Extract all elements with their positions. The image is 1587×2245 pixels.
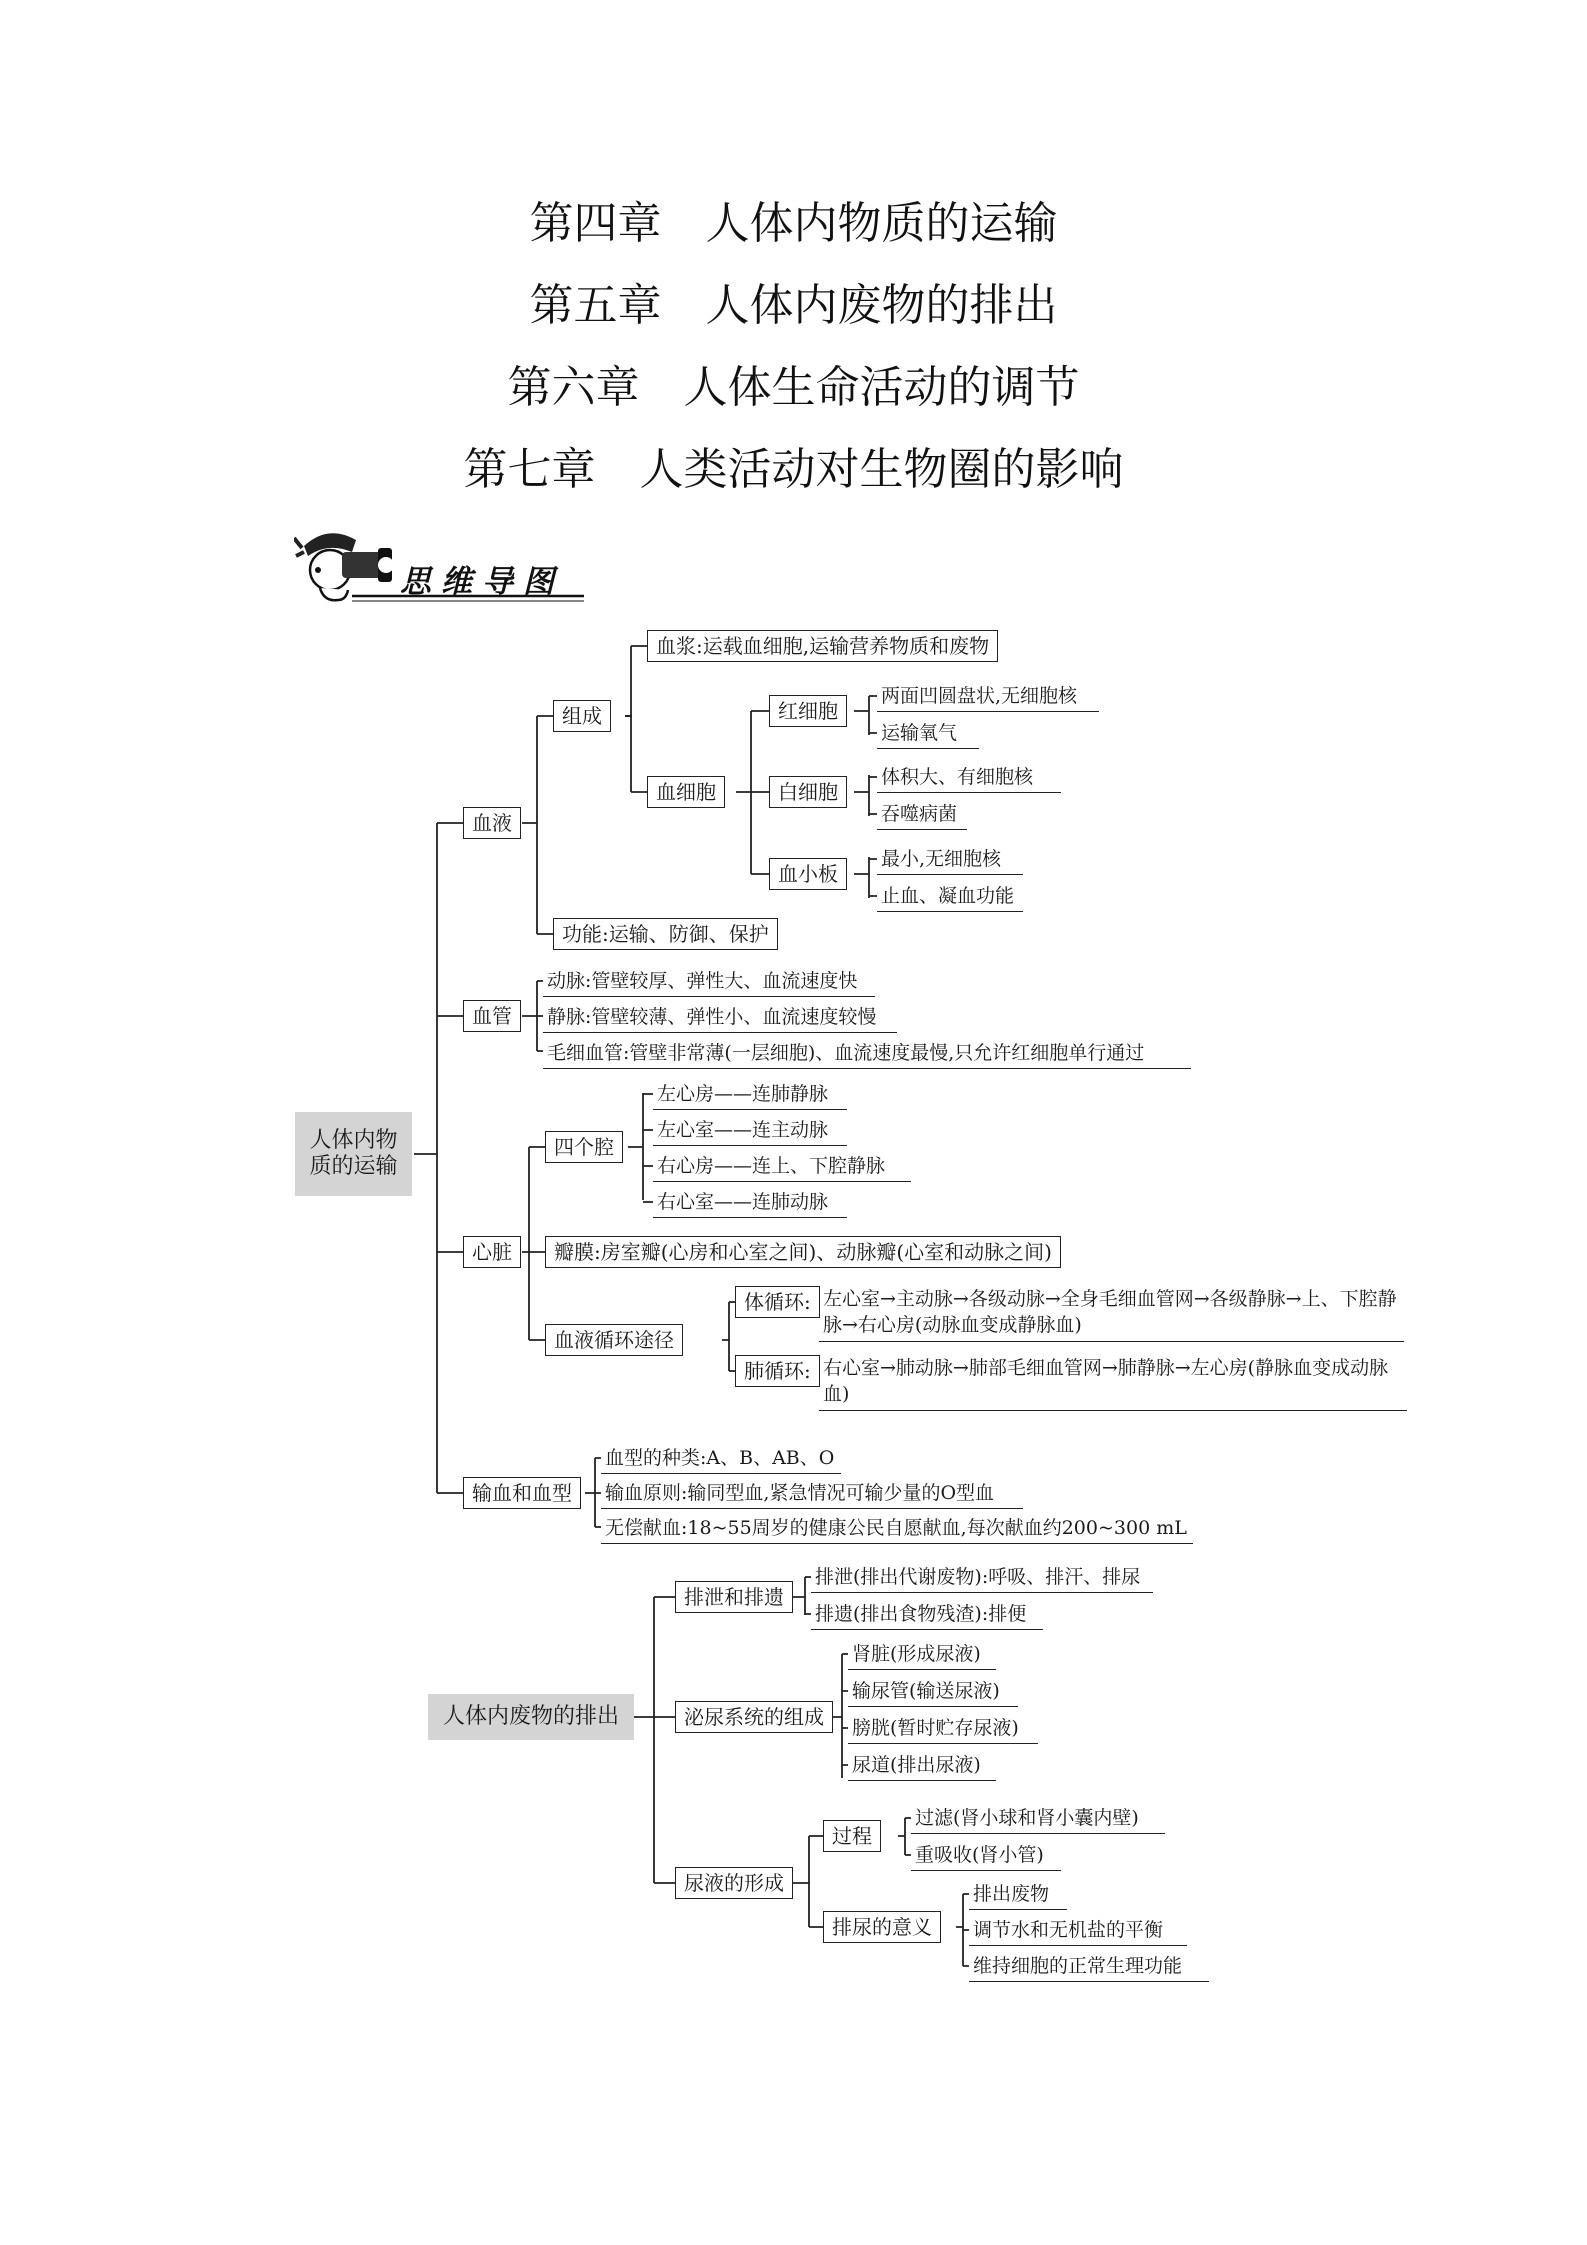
leaf-wbc-shape: 体积大、有细胞核 bbox=[877, 763, 1061, 793]
leaf-wbc-function: 吞噬病菌 bbox=[877, 800, 967, 830]
leaf-blood-donation: 无偿献血:18~55周岁的健康公民自愿献血,每次献血约200~300 mL bbox=[601, 1514, 1193, 1544]
leaf-reabsorption: 重吸收(肾小管) bbox=[911, 1841, 1061, 1871]
node-process: 过程 bbox=[823, 1820, 881, 1852]
node-heart: 心脏 bbox=[463, 1236, 521, 1268]
leaf-left-ventricle: 左心室——连主动脉 bbox=[653, 1116, 847, 1146]
leaf-excretion: 排泄(排出代谢废物):呼吸、排汗、排尿 bbox=[811, 1563, 1153, 1593]
leaf-egestion: 排遗(排出食物残渣):排便 bbox=[811, 1600, 1043, 1630]
node-plasma: 血浆:运载血细胞,运输营养物质和废物 bbox=[647, 630, 998, 662]
node-platelet: 血小板 bbox=[769, 858, 847, 890]
leaf-urethra: 尿道(排出尿液) bbox=[848, 1751, 996, 1781]
leaf-platelet-function: 止血、凝血功能 bbox=[877, 882, 1023, 912]
node-transfusion: 输血和血型 bbox=[463, 1477, 581, 1509]
leaf-right-atrium: 右心房——连上、下腔静脉 bbox=[653, 1152, 911, 1182]
leaf-bladder: 膀胱(暂时贮存尿液) bbox=[848, 1714, 1038, 1744]
leaf-vein: 静脉:管壁较薄、弹性小、血流速度较慢 bbox=[543, 1003, 897, 1033]
leaf-platelet-shape: 最小,无细胞核 bbox=[877, 845, 1023, 875]
leaf-pulmonary-path: 右心室→肺动脉→肺部毛细血管网→肺静脉→左心房(静脉血变成动脉血) bbox=[819, 1353, 1407, 1411]
leaf-filtration: 过滤(肾小球和肾小囊内壁) bbox=[911, 1804, 1165, 1834]
leaf-capillary: 毛细血管:管壁非常薄(一层细胞)、血流速度最慢,只允许红细胞单行通过 bbox=[543, 1039, 1191, 1069]
root-node-transport: 人体内物质的运输 bbox=[295, 1112, 412, 1196]
node-vessels: 血管 bbox=[463, 1000, 521, 1032]
chapter-title-5: 第五章 人体内废物的排出 bbox=[529, 280, 1058, 331]
leaf-rbc-function: 运输氧气 bbox=[877, 719, 979, 749]
chapter-title-7: 第七章 人类活动对生物圈的影响 bbox=[463, 444, 1124, 495]
leaf-remove-waste: 排出废物 bbox=[969, 1880, 1067, 1910]
leaf-right-ventricle: 右心室——连肺动脉 bbox=[653, 1188, 847, 1218]
leaf-systemic-path: 左心室→主动脉→各级动脉→全身毛细血管网→各级静脉→上、下腔静脉→右心房(动脉血变成静脉血) bbox=[819, 1284, 1404, 1342]
node-rbc: 红细胞 bbox=[769, 695, 847, 727]
node-blood-function: 功能:运输、防御、保护 bbox=[553, 918, 778, 950]
section-badge-title: 思维导图 bbox=[400, 564, 564, 600]
leaf-kidney: 肾脏(形成尿液) bbox=[848, 1640, 996, 1670]
node-excretion-egestion: 排泄和排遗 bbox=[675, 1581, 793, 1613]
node-systemic: 体循环: bbox=[735, 1286, 820, 1318]
node-wbc: 白细胞 bbox=[769, 776, 847, 808]
leaf-rbc-shape: 两面凹圆盘状,无细胞核 bbox=[877, 682, 1099, 712]
leaf-blood-types: 血型的种类:A、B、AB、O bbox=[601, 1444, 841, 1474]
node-blood: 血液 bbox=[463, 807, 521, 839]
node-circulation: 血液循环途径 bbox=[545, 1324, 683, 1356]
root-node-excretion: 人体内废物的排出 bbox=[428, 1694, 634, 1740]
node-pulmonary: 肺循环: bbox=[735, 1355, 820, 1387]
node-valves: 瓣膜:房室瓣(心房和心室之间)、动脉瓣(心室和动脉之间) bbox=[545, 1236, 1061, 1268]
leaf-water-salt-balance: 调节水和无机盐的平衡 bbox=[969, 1916, 1187, 1946]
node-four-chambers: 四个腔 bbox=[545, 1131, 623, 1163]
leaf-transfusion-principle: 输血原则:输同型血,紧急情况可输少量的O型血 bbox=[601, 1479, 1023, 1509]
node-urinary-system: 泌尿系统的组成 bbox=[675, 1701, 833, 1733]
node-blood-cells: 血细胞 bbox=[647, 776, 725, 808]
node-urination-significance: 排尿的意义 bbox=[823, 1911, 941, 1943]
leaf-cell-function: 维持细胞的正常生理功能 bbox=[969, 1952, 1209, 1982]
node-urine-formation: 尿液的形成 bbox=[675, 1867, 793, 1899]
node-composition: 组成 bbox=[553, 700, 611, 732]
chapter-title-4: 第四章 人体内物质的运输 bbox=[529, 198, 1058, 249]
leaf-left-atrium: 左心房——连肺静脉 bbox=[653, 1080, 847, 1110]
leaf-ureter: 输尿管(输送尿液) bbox=[848, 1677, 1018, 1707]
leaf-artery: 动脉:管壁较厚、弹性大、血流速度快 bbox=[543, 967, 875, 997]
chapter-title-6: 第六章 人体生命活动的调节 bbox=[507, 362, 1080, 413]
